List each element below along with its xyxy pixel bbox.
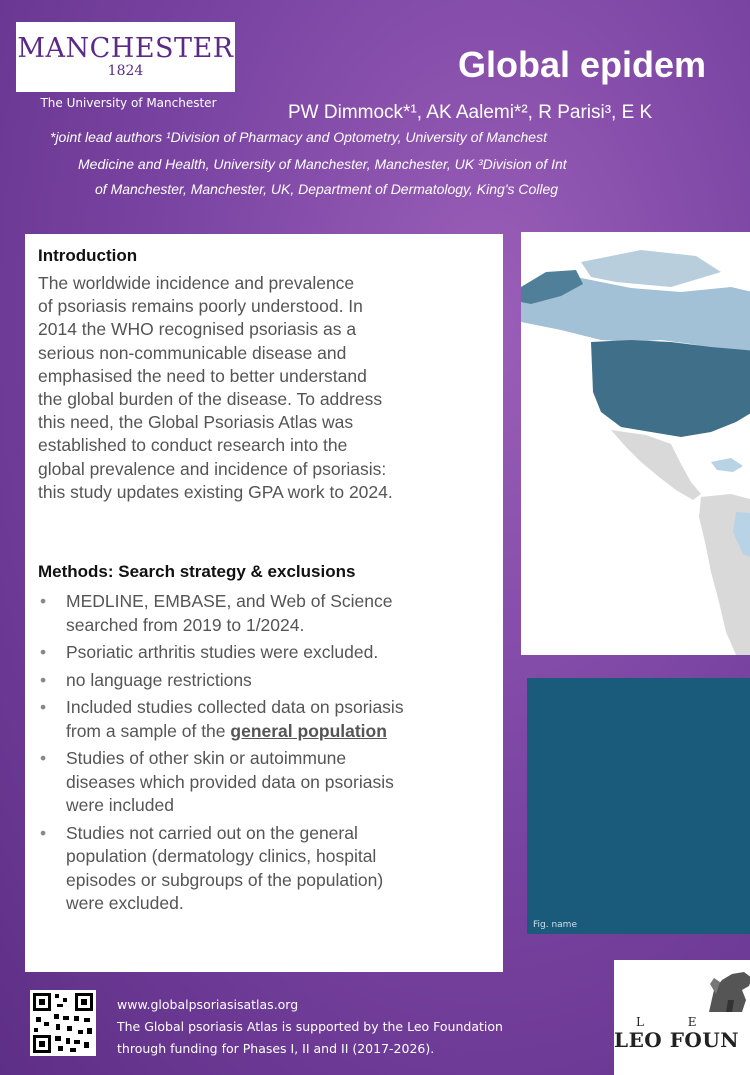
bullet-line: population (dermatology clinics, hospital	[66, 846, 377, 866]
intro-line: The worldwide incidence and prevalence	[38, 273, 355, 293]
intro-line: 2014 the WHO recognised psoriasis as a	[38, 319, 357, 340]
bullet-text: from a sample of the	[66, 720, 231, 741]
intro-line: this study updates existing GPA work to 2024.	[38, 481, 393, 502]
bullet-line	[66, 720, 498, 744]
bullet-marker: •	[40, 591, 47, 611]
bullet-line: searched from 2019 to 1/2024.	[66, 614, 305, 635]
bullet-marker: •	[40, 748, 47, 768]
affiliation-line-3: of Manchester, Manchester, UK, Department of Dermatology, King's Colleg	[95, 181, 559, 197]
bullet-marker: •	[40, 642, 47, 662]
bullet-line: diseases which provided data on psoriasis	[66, 771, 394, 792]
poster-title: Global epidem	[458, 44, 707, 85]
intro-line: of psoriasis remains poorly understood. In	[38, 296, 363, 317]
general-population-emphasis: general population	[230, 720, 387, 741]
map-region-arctic	[581, 250, 721, 287]
funding-line-1: The Global psoriasis Atlas is supported by the Leo Foundation	[117, 1019, 503, 1034]
leo-foundation-logo	[614, 960, 750, 1075]
bullet-line: Psoriatic arthritis studies were excluded.	[66, 642, 379, 662]
website-link[interactable]: www.globalpsoriasisatlas.org	[117, 997, 299, 1012]
lion-emblem-icon	[614, 960, 750, 1015]
bullet-marker: •	[40, 822, 47, 843]
figure-label: Fig. name	[533, 920, 577, 930]
intro-heading: Introduction	[38, 246, 138, 265]
qr-code-icon	[30, 990, 96, 1056]
bullet-line: MEDLINE, EMBASE, and Web of Science	[66, 591, 393, 611]
intro-text	[38, 272, 498, 504]
leo-letters: L E	[636, 1015, 717, 1029]
choropleth-map	[521, 232, 750, 655]
intro-line: this need, the Global Psoriasis Atlas was	[38, 412, 354, 433]
intro-line: global prevalence and incidence of psoriasis:	[38, 458, 387, 479]
intro-line: emphasised the need to better understand	[38, 365, 367, 386]
bullet-line: no language restrictions	[66, 669, 252, 690]
footer-text	[117, 994, 503, 1060]
bullet-line: Included studies collected data on psoriasis	[66, 697, 404, 717]
bullet-line: Studies of other skin or autoimmune	[66, 748, 347, 768]
map-region-usa	[591, 340, 750, 437]
logo-wordmark: MANCHESTER	[17, 33, 234, 64]
author-list: PW Dimmock*¹, AK Aalemi*², R Parisi³, E K	[288, 102, 653, 123]
leo-foundation-name: LEO FOUN	[614, 1028, 740, 1052]
bullet-line: Studies not carried out on the general	[66, 822, 358, 843]
methods-bullet-general-population	[38, 696, 498, 743]
methods-bullet-other-diseases	[38, 747, 498, 818]
bullet-marker: •	[40, 669, 47, 690]
affiliation-line-2: Medicine and Health, University of Manchester, Manchester, UK ³Division of Int	[78, 156, 567, 172]
methods-heading: Methods: Search strategy & exclusions	[38, 562, 356, 581]
intro-line: established to conduct research into the	[38, 435, 348, 456]
methods-bullet-psa-excluded	[38, 641, 498, 665]
affiliation-line-1: *joint lead authors ¹Division of Pharmacy and Optometry, University of Manchest	[50, 129, 547, 145]
figure-panel	[527, 678, 750, 934]
funding-line-2: through funding for Phases I, II and II (2017-2026).	[117, 1041, 435, 1056]
map-region-mexico	[611, 430, 701, 500]
world-map-figure	[521, 232, 750, 655]
methods-bullet-list	[38, 590, 498, 920]
bullet-line: were excluded.	[66, 893, 184, 913]
bullet-line: episodes or subgroups of the population)	[66, 869, 384, 890]
methods-bullet-databases	[38, 590, 498, 637]
intro-line: the global burden of the disease. To address	[38, 389, 383, 410]
bullet-marker: •	[40, 697, 47, 717]
intro-line: serious non-communicable disease and	[38, 342, 347, 363]
university-name: The University of Manchester	[40, 96, 217, 110]
map-region-caribbean	[711, 458, 743, 472]
qr-code[interactable]	[30, 990, 96, 1056]
methods-bullet-non-general-excluded	[38, 822, 498, 916]
bullet-line: were included	[66, 795, 174, 815]
intro-methods-panel	[25, 234, 503, 972]
university-logo	[16, 22, 235, 92]
methods-bullet-language	[38, 669, 498, 693]
logo-year: 1824	[107, 63, 144, 79]
